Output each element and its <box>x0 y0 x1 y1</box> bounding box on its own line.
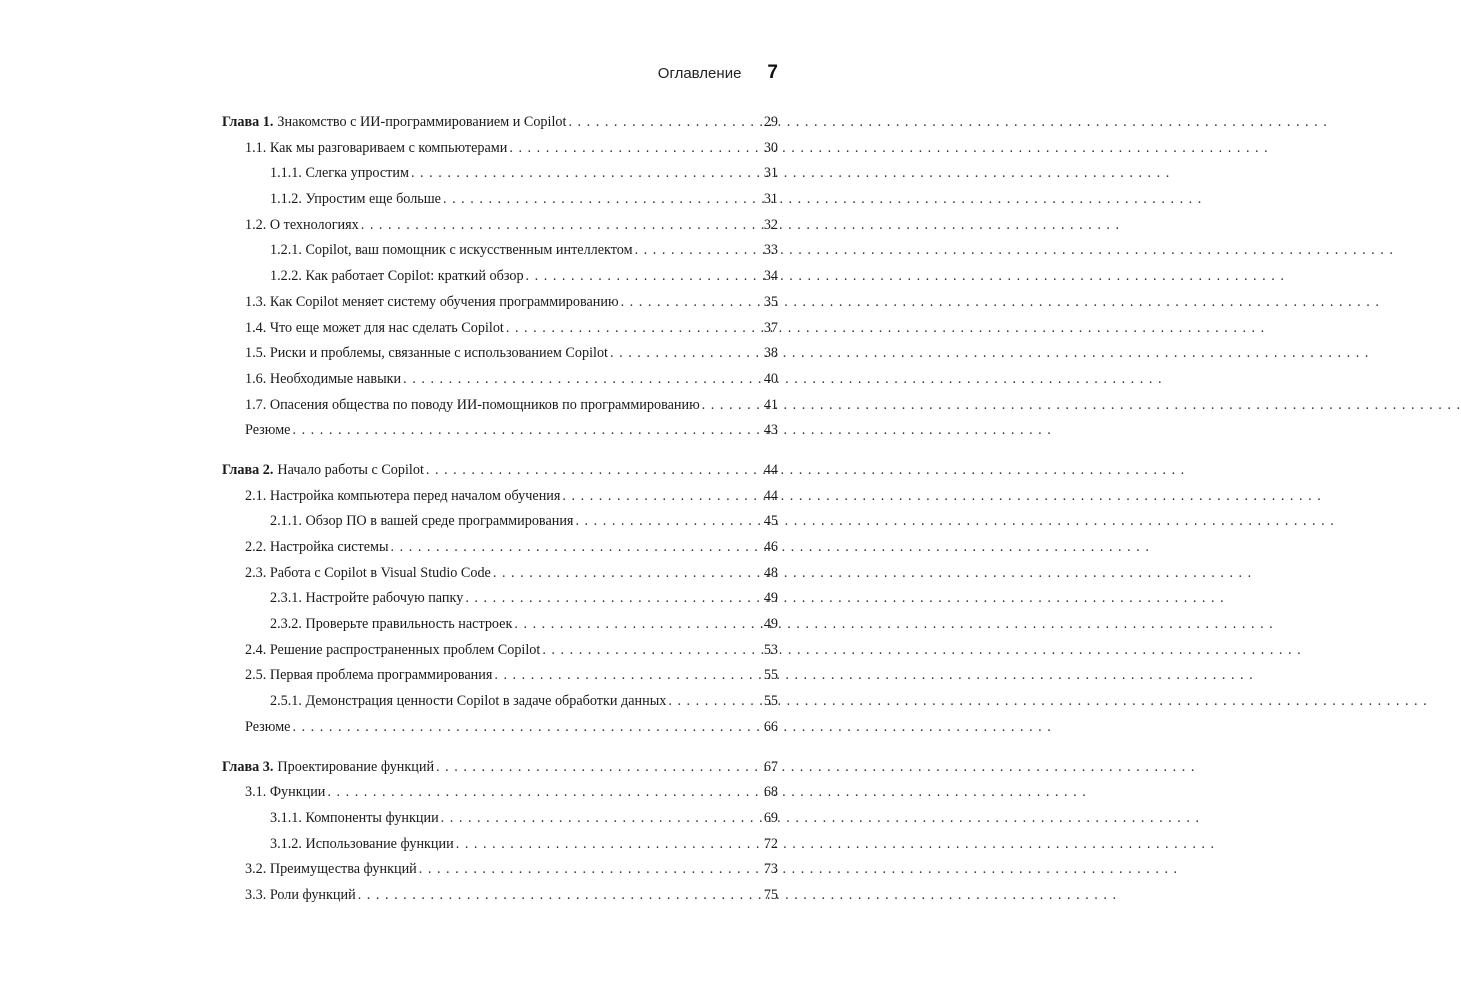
toc-entry-title <box>270 806 439 832</box>
toc-page-number: 44 <box>763 487 778 504</box>
toc-subsection-entry[interactable] <box>222 187 778 213</box>
toc-section-entry[interactable] <box>222 136 778 162</box>
chapter-label: Глава 3. <box>222 758 274 775</box>
toc-section-entry[interactable] <box>222 290 778 316</box>
entry-title-text: 2.5. Первая проблема программирования <box>245 667 493 684</box>
toc-page-number: 68 <box>763 784 778 801</box>
toc-chapter-entry[interactable] <box>222 458 778 484</box>
dot-leader <box>635 238 758 264</box>
dot-leader <box>419 857 758 883</box>
entry-title-text: 1.1.2. Упростим еще больше <box>270 191 441 208</box>
toc-entry-title <box>270 832 454 858</box>
toc-page-number: 73 <box>763 861 778 878</box>
dot-leader <box>514 612 758 638</box>
toc-section-entry[interactable] <box>222 213 778 239</box>
toc-page-number: 49 <box>763 616 778 633</box>
dot-leader <box>494 663 758 689</box>
toc-page-number: 31 <box>763 165 778 182</box>
chapter-label: Глава 1. <box>222 114 274 130</box>
dot-leader <box>358 883 758 909</box>
entry-title-text: 2.3.2. Проверьте правильность настроек <box>270 616 513 633</box>
toc-page-number: 45 <box>763 513 778 530</box>
toc-entry-title <box>245 663 492 689</box>
entry-title-text: 3.2. Преимущества функций <box>245 861 417 878</box>
toc-page-number: 32 <box>763 216 778 233</box>
toc-subsection-entry[interactable] <box>222 832 778 858</box>
toc-section-entry[interactable] <box>222 715 778 741</box>
entry-title-text: 1.2.1. Copilot, ваш помощник с искусственным интеллектом <box>270 242 633 259</box>
dot-leader <box>702 393 758 419</box>
toc-chapter-entry[interactable] <box>222 755 778 781</box>
toc-page-number: 33 <box>763 242 778 259</box>
dot-leader <box>575 509 758 535</box>
toc-section-entry[interactable] <box>222 638 778 664</box>
toc-entry-title <box>245 213 359 239</box>
dot-leader <box>542 638 758 664</box>
dot-leader <box>327 780 758 806</box>
toc-page-number: 34 <box>763 268 778 285</box>
dot-leader <box>506 316 758 342</box>
toc-entry-title <box>270 612 512 638</box>
toc-page-number: 53 <box>763 641 778 658</box>
toc-entry-title <box>270 161 409 187</box>
toc-entry-title <box>270 689 666 715</box>
dot-leader <box>292 715 758 741</box>
entry-title-text: 3.3. Роли функций <box>245 886 356 903</box>
entry-title-text: 1.1.1. Слегка упростим <box>270 165 409 182</box>
toc-page-number: 43 <box>763 422 778 439</box>
dot-leader <box>436 755 758 781</box>
dot-leader <box>456 832 758 858</box>
entry-title-text: Проектирование функций <box>277 758 435 775</box>
dot-leader <box>621 290 758 316</box>
toc-section-entry[interactable] <box>222 561 778 587</box>
dot-leader <box>562 484 758 510</box>
toc-section-entry[interactable] <box>222 535 778 561</box>
toc-chapter-section <box>222 458 778 741</box>
toc-entry-title <box>245 561 491 587</box>
toc-page-number: 55 <box>763 667 778 684</box>
toc-subsection-entry[interactable] <box>222 586 778 612</box>
entry-title-text: 2.3. Работа с Copilot в Visual Studio Code <box>245 564 491 581</box>
dot-leader <box>441 806 758 832</box>
entry-title-text: 2.4. Решение распространенных проблем Copilot <box>245 641 541 658</box>
page-number: 7 <box>767 62 778 83</box>
toc-section-entry[interactable] <box>222 367 778 393</box>
entry-title-text: Начало работы с Copilot <box>277 461 424 478</box>
dot-leader <box>493 561 758 587</box>
toc-entry-title <box>245 715 290 741</box>
entry-title-text: 1.6. Необходимые навыки <box>245 370 402 387</box>
toc-chapter-entry[interactable] <box>222 110 778 136</box>
dot-leader <box>610 341 758 367</box>
toc-entry-title <box>245 290 619 316</box>
toc-entry-title <box>245 857 417 883</box>
dot-leader <box>292 418 758 444</box>
toc-entry-title <box>270 187 441 213</box>
dot-leader <box>426 458 758 484</box>
page-title: Оглавление <box>657 65 742 82</box>
entry-title-text: 1.2. О технологиях <box>245 216 359 233</box>
dot-leader <box>668 689 758 715</box>
toc-page-number: 49 <box>763 590 778 607</box>
toc-page-number: 35 <box>763 293 778 310</box>
toc-entry-title <box>245 638 540 664</box>
dot-leader <box>403 367 758 393</box>
entry-title-text: 2.5.1. Демонстрация ценности Copilot в задаче обработки данных <box>270 693 667 710</box>
toc-entry-title <box>245 883 356 909</box>
entry-title-text: 1.4. Что еще может для нас сделать Copilot <box>245 319 504 336</box>
toc-page-number: 67 <box>763 758 778 775</box>
toc-section-entry[interactable] <box>222 883 778 909</box>
dot-leader <box>465 586 758 612</box>
dot-leader <box>526 264 758 290</box>
toc-page-number: 30 <box>763 139 778 156</box>
toc-section-entry[interactable] <box>222 780 778 806</box>
entry-title-text: 2.1.1. Обзор ПО в вашей среде программирования <box>270 513 574 530</box>
toc-page-number: 72 <box>763 835 778 852</box>
toc-entry-title <box>245 367 401 393</box>
toc-entry-title <box>245 535 389 561</box>
dot-leader <box>411 161 758 187</box>
toc-page-number: 66 <box>763 718 778 735</box>
entry-title-text: 1.3. Как Copilot меняет систему обучения программированию <box>245 293 619 310</box>
toc-entry-title <box>245 136 507 162</box>
table-of-contents <box>222 110 778 923</box>
toc-subsection-entry[interactable] <box>222 509 778 535</box>
toc-entry-title <box>270 509 573 535</box>
toc-entry-title <box>270 586 463 612</box>
toc-page-number: 37 <box>763 319 778 336</box>
toc-page-number: 69 <box>763 809 778 826</box>
toc-page-number: 75 <box>763 886 778 903</box>
toc-section-entry[interactable] <box>222 341 778 367</box>
toc-section-entry[interactable] <box>222 316 778 342</box>
toc-entry-title <box>245 393 700 419</box>
chapter-label: Глава 2. <box>222 461 274 478</box>
dot-leader <box>443 187 758 213</box>
toc-page-number: 55 <box>763 693 778 710</box>
toc-page-number: 29 <box>763 114 778 130</box>
toc-page-number: 48 <box>763 564 778 581</box>
toc-chapter-section <box>222 110 778 444</box>
entry-title-text: Резюме <box>245 422 291 439</box>
toc-entry-title <box>245 484 560 510</box>
entry-title-text: 1.5. Риски и проблемы, связанные с использованием Copilot <box>245 345 608 362</box>
entry-title-text: 3.1. Функции <box>245 784 326 801</box>
toc-subsection-entry[interactable] <box>222 238 778 264</box>
entry-title-text: 2.1. Настройка компьютера перед началом обучения <box>245 487 561 504</box>
toc-subsection-entry[interactable] <box>222 264 778 290</box>
dot-leader <box>568 110 758 136</box>
toc-page-number: 31 <box>763 191 778 208</box>
toc-section-entry[interactable] <box>222 663 778 689</box>
toc-section-entry[interactable] <box>222 393 778 419</box>
toc-entry-title <box>222 458 424 484</box>
entry-title-text: 1.7. Опасения общества по поводу ИИ-помощников по программированию <box>245 396 700 413</box>
entry-title-text: 2.2. Настройка системы <box>245 539 389 555</box>
toc-page-number: 41 <box>763 396 778 413</box>
toc-page-number: 38 <box>763 345 778 362</box>
toc-section-entry[interactable] <box>222 484 778 510</box>
toc-entry-title <box>245 316 504 342</box>
toc-entry-title <box>222 110 566 136</box>
toc-subsection-entry[interactable] <box>222 612 778 638</box>
entry-title-text: 3.1.2. Использование функции <box>270 835 454 852</box>
entry-title-text: Резюме <box>245 718 291 735</box>
toc-chapter-section <box>222 755 778 909</box>
entry-title-text: 3.1.1. Компоненты функции <box>270 809 439 826</box>
entry-title-text: Знакомство с ИИ-программированием и Copilot <box>277 114 567 130</box>
toc-section-entry[interactable] <box>222 857 778 883</box>
toc-subsection-entry[interactable] <box>222 806 778 832</box>
dot-leader <box>391 535 758 561</box>
toc-subsection-entry[interactable] <box>222 689 778 715</box>
toc-page-number: 44 <box>763 461 778 478</box>
toc-entry-title <box>245 780 325 806</box>
toc-subsection-entry[interactable] <box>222 161 778 187</box>
toc-entry-title <box>245 341 608 367</box>
toc-entry-title <box>270 264 524 290</box>
entry-title-text: 2.3.1. Настройте рабочую папку <box>270 590 464 607</box>
dot-leader <box>361 213 758 239</box>
entry-title-text: 1.1. Как мы разговариваем с компьютерами <box>245 139 508 156</box>
entry-title-text: 1.2.2. Как работает Copilot: краткий обзор <box>270 268 524 285</box>
toc-entry-title <box>245 418 290 444</box>
toc-section-entry[interactable] <box>222 418 778 444</box>
toc-page-number: 46 <box>763 539 778 555</box>
toc-entry-title <box>270 238 633 264</box>
dot-leader <box>509 136 758 162</box>
running-head <box>658 62 778 84</box>
toc-page-number: 40 <box>763 370 778 387</box>
toc-entry-title <box>222 755 434 781</box>
